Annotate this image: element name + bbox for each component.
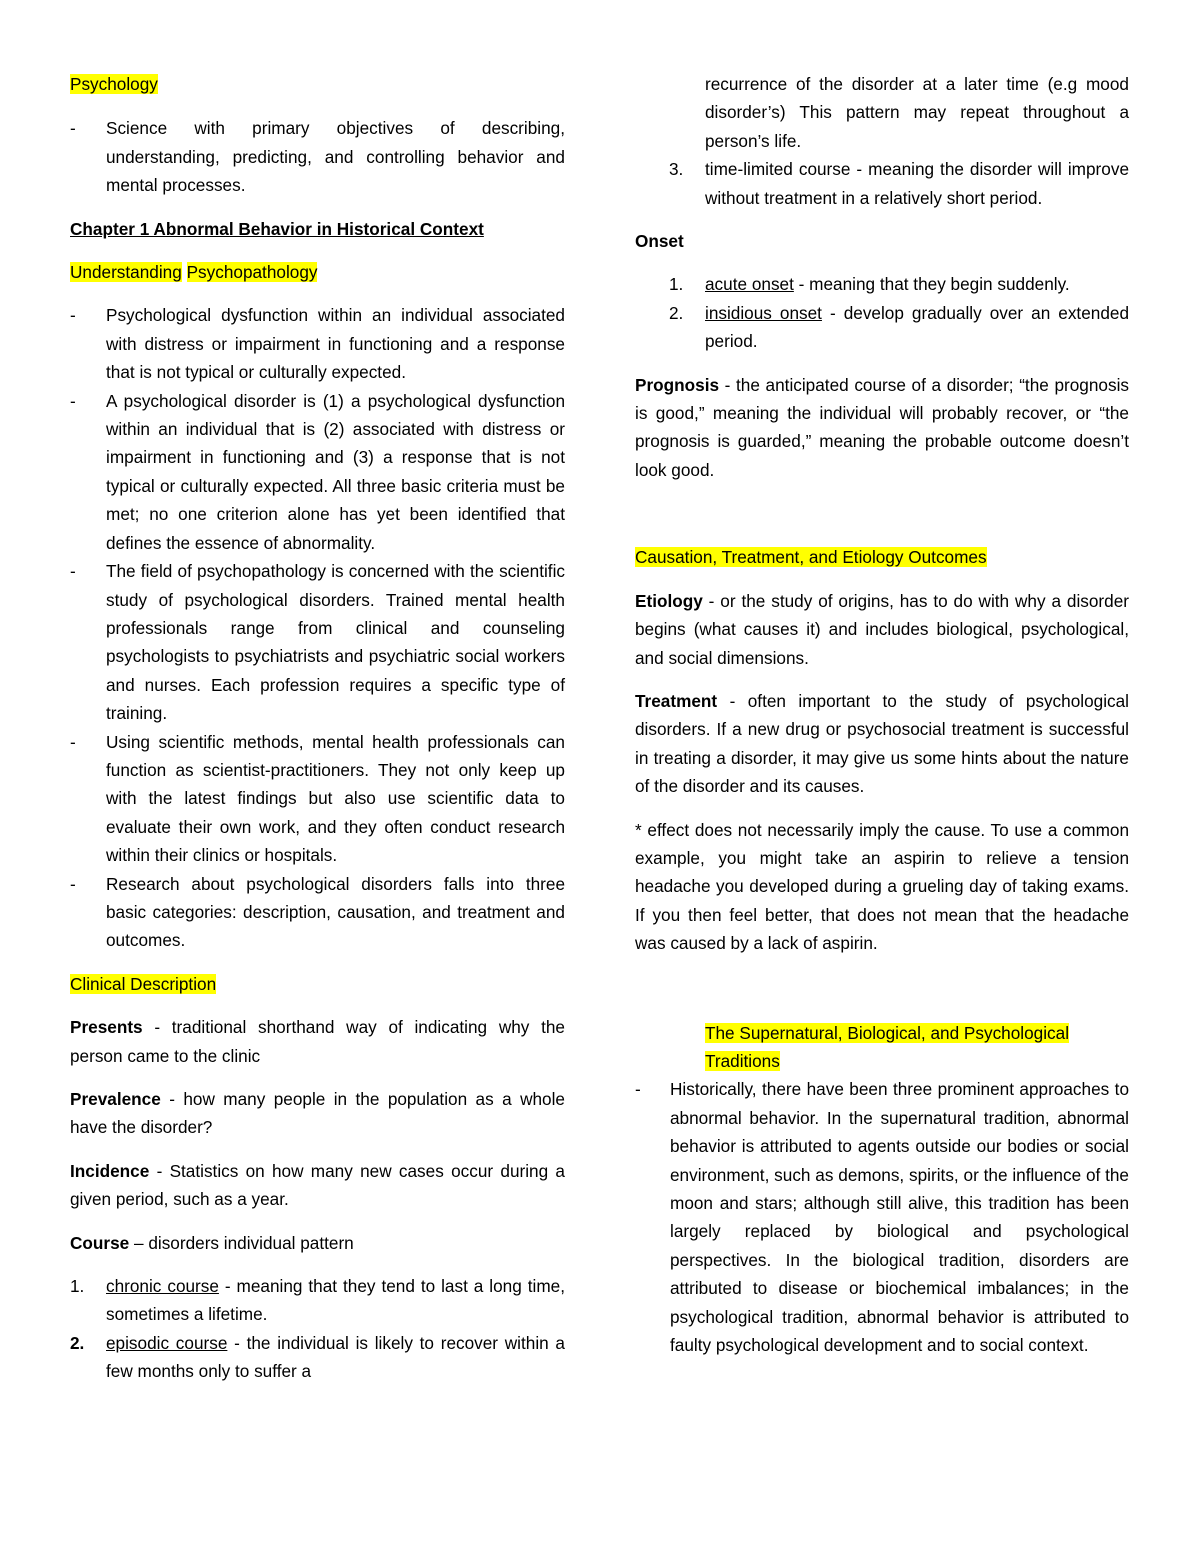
time-limited-list xyxy=(635,155,1129,212)
list-item: - Historically, there have been three prominent approaches to abnormal behavior. In the supernatural tradition, abnormal behavior is attributed to agents outside our bodies or social environment, such as demons, spirits, or the influence of the moon and stars; although still alive, this tradition has been largely replaced by biological and psychological perspectives. In the biological tradition, disorders are attributed to disease or biochemical imbalances; in the psychological tradition, abnormal behavior is attributed to faulty psychological development and to social context. xyxy=(635,1075,1129,1359)
treatment-definition: Treatment - often important to the study of psychological disorders. If a new drug or psychosocial treatment is successful in treating a disorder, it may give us some hints about the nature of the disorder and its causes. xyxy=(635,690,1129,797)
understanding-heading: Understanding Psychopathology xyxy=(70,262,318,283)
list-item: 1. chronic course - meaning that they tend to last a long time, sometimes a lifetime. xyxy=(70,1276,565,1325)
list-item: - Psychological dysfunction within an individual associated with distress or impairment in functioning and a response that is not typical or culturally expected. xyxy=(70,301,565,386)
list-item: 2. episodic course - the individual is likely to recover within a few months only to suffer a xyxy=(70,1332,565,1382)
left-column xyxy=(70,70,565,1401)
list-item: - Using scientific methods, mental health professionals can function as scientist-practitioners. They not only keep up with the latest findings but also use scientific data to evaluate their own work, and they often conduct research within their clinics or hospitals. xyxy=(70,728,565,870)
presents-definition: Presents - traditional shorthand way of indicating why the person came to the clinic xyxy=(70,1017,565,1066)
prognosis-definition: Prognosis - the anticipated course of a disorder; “the prognosis is good,” meaning the individual will probably recover, or “the prognosis is guarded,” meaning the probable outcome doesn’t look good. xyxy=(635,374,1129,480)
psychology-definition: - Science with primary objectives of describing, understanding, predicting, and controlling behavior and mental processes. xyxy=(70,114,565,199)
psychopathology-bullets xyxy=(70,301,565,954)
psychology-list xyxy=(70,114,565,199)
incidence-definition: Incidence - Statistics on how many new cases occur during a given period, such as a year. xyxy=(70,1160,565,1210)
onset-list xyxy=(635,270,1129,355)
list-item: 1. acute onset - meaning that they begin suddenly. xyxy=(669,274,1070,295)
course-definition: Course – disorders individual pattern xyxy=(70,1232,354,1253)
list-item: - Research about psychological disorders falls into three basic categories: description, causation, and treatment and outcomes. xyxy=(70,870,565,955)
right-column xyxy=(635,70,1129,1359)
effect-note: * effect does not necessarily imply the cause. To use a common example, you might take an aspirin to relieve a tension headache you developed during a grueling day of taking exams. If you then feel better, that does not mean that the headache was caused by a lack of aspirin. xyxy=(635,819,1129,954)
list-item: 2. insidious onset - develop gradually over an extended period. xyxy=(669,302,1130,352)
etiology-definition: Etiology - or the study of origins, has to do with why a disorder begins (what causes it) and includes biological, psychological, and social dimensions. xyxy=(635,590,1129,668)
spacer xyxy=(635,973,1129,1019)
episodic-continuation: recurrence of the disorder at a later time (e.g mood disorder’s) This pattern may repeat throughout a person’s life. xyxy=(705,74,1129,151)
list-item: 3. time-limited course - meaning the disorder will improve without treatment in a relatively short period. xyxy=(669,159,1129,208)
traditions-list xyxy=(635,1075,1129,1359)
spacer xyxy=(635,499,1129,543)
onset-heading: Onset xyxy=(635,231,684,252)
course-list xyxy=(70,1272,565,1386)
chapter-title: Chapter 1 Abnormal Behavior in Historical Context xyxy=(70,218,484,239)
causation-heading: Causation, Treatment, and Etiology Outcomes xyxy=(635,547,987,568)
list-item: - A psychological disorder is (1) a psychological dysfunction within an individual that is (2) associated with distress or impairment in functioning and (3) a response that is not typical or culturally expected. All three basic criteria must be met; no one criterion alone has yet been identified that defines the essence of abnormality. xyxy=(70,387,565,557)
list-item: - The field of psychopathology is concerned with the scientific study of psychological disorders. Trained mental health professionals range from clinical and counseling psychologists to psychiatrists and psychiatric social workers and nurses. Each profession requires a specific type of training. xyxy=(70,557,565,727)
traditions-heading: The Supernatural, Biological, and Psychological Traditions xyxy=(705,1022,1070,1071)
prevalence-definition: Prevalence - how many people in the population as a whole have the disorder? xyxy=(70,1089,565,1138)
clinical-description-heading: Clinical Description xyxy=(70,973,217,994)
psychology-heading: Psychology xyxy=(70,74,158,94)
